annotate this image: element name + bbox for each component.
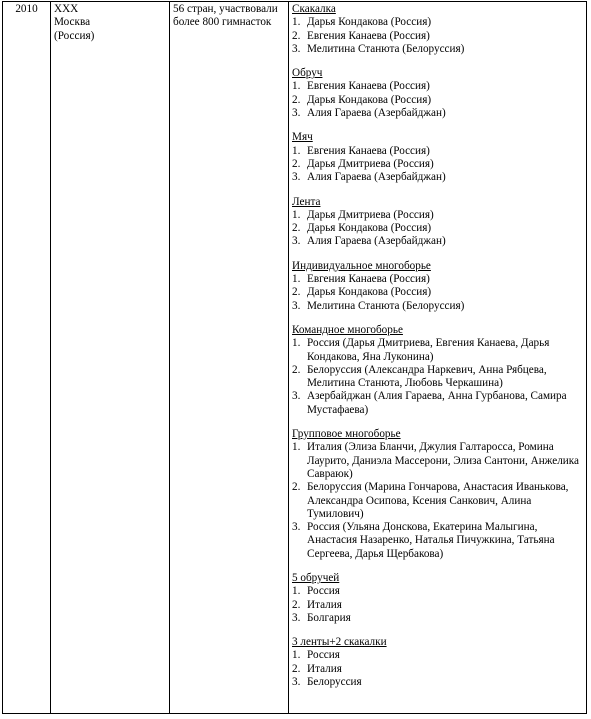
results-cell: [289, 2, 587, 714]
result-text: Евгения Канаева (Россия): [307, 29, 430, 42]
rank-number: 1.: [292, 441, 301, 454]
event-city: Москва: [54, 16, 91, 29]
category-title: Скакалка: [292, 3, 336, 15]
list-item: [292, 612, 583, 625]
category-title: 5 обручей: [292, 571, 340, 584]
result-text: Россия: [307, 649, 340, 662]
result-text: Белоруссия: [307, 676, 362, 689]
list-item: [292, 337, 583, 364]
list-item: [292, 235, 583, 248]
result-text: Дарья Кондакова (Россия): [307, 93, 432, 106]
category-block: [292, 572, 583, 625]
result-text: Дарья Кондакова (Россия): [307, 286, 432, 299]
list-item: [292, 286, 583, 299]
category-title: Индивидуальное многоборье: [292, 259, 431, 272]
list-item: [292, 158, 583, 171]
list-item: [292, 481, 583, 521]
category-block: [292, 324, 583, 417]
category-block: [292, 3, 583, 56]
rank-number: 2.: [292, 662, 301, 675]
rank-number: 2.: [292, 598, 301, 611]
result-text: Россия: [307, 585, 340, 598]
category-title: Командное многоборье: [292, 323, 403, 336]
result-text: Мелитина Станюта (Белоруссия): [307, 42, 465, 55]
participants-text: 56 стран, участвовали более 800 гимнасток: [173, 3, 278, 29]
list-item: [292, 585, 583, 598]
list-item: [292, 30, 583, 43]
results-ranking: [292, 145, 583, 185]
event-number: XXX: [54, 3, 79, 15]
result-text: Азербайджан (Алия Гараева, Анна Гурбанова, Самира Мустафаева): [307, 390, 567, 416]
list-item: [292, 94, 583, 107]
category-block: [292, 67, 583, 120]
list-item: [292, 80, 583, 93]
category-block: [292, 428, 583, 561]
result-text: Россия (Ульяна Донскова, Екатерина Малыгина, Анастасия Назаренко, Наталья Пичужкина, Татьяна Сергеева, Дарья Щербакова): [307, 521, 555, 560]
event-country: (Россия): [54, 29, 95, 42]
category-title: Лента: [292, 195, 321, 208]
list-item: [292, 171, 583, 184]
results-ranking: [292, 337, 583, 417]
result-text: Алия Гараева (Азербайджан): [307, 171, 446, 184]
list-item: [292, 43, 583, 56]
list-item: [292, 16, 583, 29]
list-item: [292, 222, 583, 235]
participants-cell: [170, 2, 289, 714]
result-text: Алия Гараева (Азербайджан): [307, 235, 446, 248]
rank-number: 2.: [292, 222, 301, 235]
result-text: Алия Гараева (Азербайджан): [307, 107, 446, 120]
results-ranking: [292, 209, 583, 249]
list-item: [292, 663, 583, 676]
list-item: [292, 209, 583, 222]
table-row: [3, 2, 587, 714]
category-block: [292, 636, 583, 689]
rank-number: 3.: [292, 390, 301, 403]
category-block: [292, 260, 583, 313]
event-cell: [51, 2, 170, 714]
rank-number: 2.: [292, 363, 301, 376]
rank-number: 2.: [292, 157, 301, 170]
results-ranking: [292, 649, 583, 689]
rank-number: 3.: [292, 676, 301, 689]
results-ranking: [292, 585, 583, 625]
list-item: [292, 364, 583, 391]
year-text: 2010: [15, 3, 38, 15]
category-title: 3 ленты+2 скакалки: [292, 636, 387, 649]
category-block: [292, 131, 583, 184]
list-item: [292, 300, 583, 313]
result-text: Италия: [307, 662, 342, 675]
result-text: Мелитина Станюта (Белоруссия): [307, 299, 465, 312]
list-item: [292, 145, 583, 158]
result-text: Дарья Дмитриева (Россия): [307, 157, 434, 170]
result-text: Дарья Кондакова (Россия): [307, 16, 432, 29]
category-block: [292, 196, 583, 249]
rank-number: 3.: [292, 171, 301, 184]
rank-number: 1.: [292, 337, 301, 350]
list-item: [292, 441, 583, 481]
rank-number: 1.: [292, 273, 301, 286]
rank-number: 3.: [292, 521, 301, 534]
result-text: Евгения Канаева (Россия): [307, 144, 430, 157]
category-title: Мяч: [292, 131, 313, 144]
list-item: [292, 107, 583, 120]
rank-number: 2.: [292, 29, 301, 42]
rank-number: 3.: [292, 107, 301, 120]
rank-number: 3.: [292, 235, 301, 248]
rank-number: 3.: [292, 42, 301, 55]
rank-number: 1.: [292, 144, 301, 157]
results-list: [292, 3, 583, 689]
list-item: [292, 599, 583, 612]
rank-number: 1.: [292, 208, 301, 221]
list-item: [292, 649, 583, 662]
result-text: Евгения Канаева (Россия): [307, 273, 430, 286]
rank-number: 1.: [292, 585, 301, 598]
rank-number: 2.: [292, 93, 301, 106]
result-text: Евгения Канаева (Россия): [307, 80, 430, 93]
results-ranking: [292, 273, 583, 313]
rank-number: 2.: [292, 286, 301, 299]
result-text: Россия (Дарья Дмитриева, Евгения Канаева, Дарья Кондакова, Яна Луконина): [307, 337, 550, 363]
rank-number: 1.: [292, 649, 301, 662]
list-item: [292, 273, 583, 286]
rank-number: 3.: [292, 299, 301, 312]
results-ranking: [292, 80, 583, 120]
list-item: [292, 676, 583, 689]
results-ranking: [292, 441, 583, 561]
result-text: Дарья Дмитриева (Россия): [307, 208, 434, 221]
result-text: Италия: [307, 598, 342, 611]
rank-number: 1.: [292, 16, 301, 29]
rank-number: 1.: [292, 80, 301, 93]
championships-table: [2, 1, 587, 714]
year-cell: [3, 2, 51, 714]
list-item: [292, 521, 583, 561]
result-text: Белоруссия (Александра Наркевич, Анна Рябцева, Мелитина Станюта, Любовь Черкашина): [307, 363, 547, 390]
rank-number: 2.: [292, 481, 301, 494]
result-text: Белоруссия (Марина Гончарова, Анастасия Иванькова, Александра Осипова, Ксения Санкович, Алина Тумилович): [307, 481, 569, 520]
result-text: Болгария: [307, 611, 351, 624]
category-title: Обруч: [292, 67, 323, 80]
category-title: Групповое многоборье: [292, 428, 401, 441]
result-text: Италия (Элиза Бланчи, Джулия Галтаросса, Ромина Лаурито, Даниэла Массерони, Элиза Сантони, Анжелика Савраюк): [307, 441, 580, 480]
rank-number: 3.: [292, 611, 301, 624]
result-text: Дарья Кондакова (Россия): [307, 222, 432, 235]
list-item: [292, 390, 583, 417]
results-ranking: [292, 16, 583, 56]
